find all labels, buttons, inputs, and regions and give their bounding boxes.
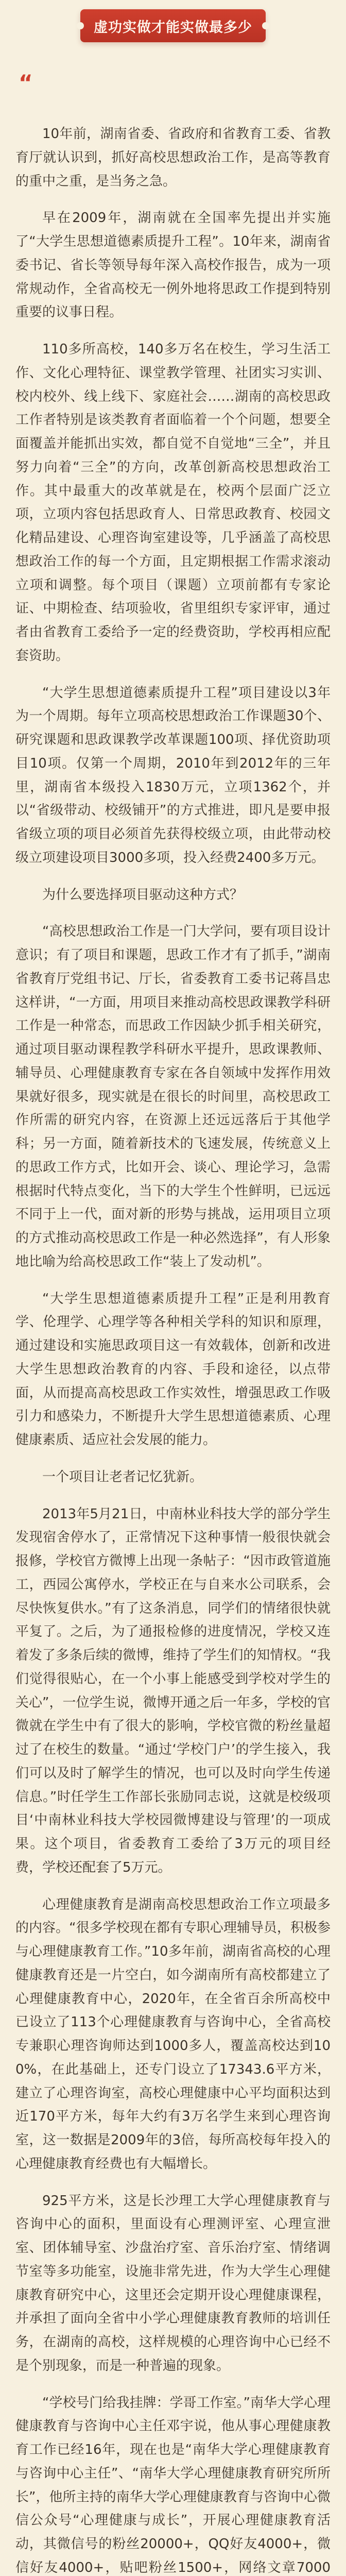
- paragraph-11: 925平方米，这是长沙理工大学心理健康教育与咨询中心的面积，里面设有心理测评室、心理宣泄室、团体辅导室、沙盘治疗室、音乐治疗室、情绪调节室等多功能室，设施非常先进，作为大学生心理健康教育研究中心，这里还会定期开设心理健康课程，并承担了面向全省中小学心理健康教育教师的培训任务，在湖南的高校，这样规模的心理咨询中心已经不是个别现象，而是一种普遍的现象。: [15, 2193, 331, 2374]
- paragraph-8: 一个项目让老者记忆犹新。: [42, 1469, 203, 1485]
- quote-mark-icon: “: [19, 70, 33, 95]
- title-wrapper: [80, 9, 266, 42]
- paragraph-2: 早在2009年，湖南就在全国率先提出并实施了“大学生思想道德素质提升工程”。10年来，湖南省委书记、省长等领导每年深入高校作报告，成为一项常规动作，全省高校无一例外地将思政工作提到特别重要的议事日程。: [15, 210, 331, 320]
- header-area: [12, 9, 334, 117]
- paragraph-6: “高校思想政治工作是一门大学问，要有项目设计意识；有了项目和课题，思政工作才有了抓手，”湖南省教育厅党组书记、厅长，省委教育工委书记蒋昌忠这样讲，“一方面，用项目来推动高校思政课教学科研工作是一种常态，而思政工作因缺少抓手相关研究，通过项目驱动课程教学科研水平提升，思政课教师、辅导员、心理健康教育专家在各自领域中发挥作用效果就好很多，现实就是在很长的时间里，高校思政工作所需的研究内容，在资源上还远远落后于其他学科；另一方面，随着新技术的飞速发展，传统意义上的思政工作方式，比如开会、谈心、理论学习，急需根据时代特点变化，当下的大学生个性鲜明，已远远不同于上一代，面对新的形势与挑战，运用项目立项的方式推动高校思政工作是一种必然选择”，有人形象地比喻为给高校思政工作“装上了发动机”。: [15, 924, 331, 1269]
- paragraph-5: 为什么要选择项目驱动这种方式？: [42, 887, 244, 903]
- paragraph-3: 110多所高校，140多万名在校生，学习生活工作、文化心理特征、课堂教学管理、社团实习实训、校内校外、线上线下、家庭社会……湖南的高校思政工作者特别是该类教育者面临着一个个问题，想要全面覆盖并能抓出实效，都自觉不自觉地“三全”，并且努力向着“三全”的方向，改革创新高校思想政治工作。其中最重大的改革就是在，校两个层面广泛立项，立项内容包括思政育人、日常思政教育、校园文化精品建设、心理咨询室建设等，几乎涵盖了高校思想政治工作的每一个方面，且定期根据工作需求滚动立项和调整。每个项目（课题）立项前都有专家论证、中期检查、结项验收，省里组织专家评审，通过者由省教育工委给予一定的经费资助，学校再相应配套资助。: [15, 342, 331, 664]
- paragraph-12: “学校号门给我挂牌：学哥工作室。”南华大学心理健康教育与咨询中心主任邓宇说，他从事心理健康教育工作已经16年，现在也是“南华大学心理健康教育与咨询中心主任”、“南华大学心理健康教育研究所所长”，他所主持的南华大学心理健康教育与咨询中心微信公众号“心理健康与成长”，开展心理健康教育活动，其微信号的粉丝20000+，QQ好友4000+，微信好友4000+，贴吧粉丝1500+，网络文章7000: [15, 2395, 331, 2575]
- article-body: [12, 123, 334, 2576]
- page-title: 虚功实做才能实做最多少: [80, 9, 266, 42]
- paragraph-7: “大学生思想道德素质提升工程”正是利用教育学、伦理学、心理学等各种相关学科的知识和原理，通过建设和实施思政项目这一有效载体，创新和改进大学生思想政治教育的内容、手段和途径，以点带面，从而提高高校思政工作实效性，增强思政工作吸引力和感染力，不断提升大学生思想道德素质、心理健康素质、适应社会发展的能力。: [15, 1291, 331, 1448]
- paragraph-1: 10年前，湖南省委、省政府和省教育工委、省教育厅就认识到，抓好高校思想政治工作，是高等教育的重中之重，是当务之急。: [15, 126, 331, 189]
- paragraph-4: “大学生思想道德素质提升工程”项目建设以3年为一个周期。每年立项高校思想政治工作课题30个、研究课题和思政课教学改革课题100项、择优资助项目10项。仅第一个周期，2010年到2012年的三年里，湖南省本级投入1830万元，立项1362个，并以“省级带动、校级铺开”的方式推进，即凡是要申报省级立项的项目必须首先获得校级立项，由此带动校级立项建设项目3000多项，投入经费2400多万元。: [15, 685, 331, 866]
- paragraph-9: 2013年5月21日，中南林业科技大学的部分学生发现宿舍停水了，正常情况下这种事情一般很快就会报修，学校官方微博上出现一条帖子：“因市政管道施工，西园公寓停水，学校正在与自来水公司联系，会尽快恢复供水。”有了这条消息，同学们的情绪很快就平复了。之后，为了通报检修的进度情况，学校又连着发了多条后续的微博，维持了学生们的知情权。“我们觉得很贴心，在一个小事上能感受到学校对学生的关心”，一位学生说，微博开通之后一年多，学校的官微就在学生中有了很大的影响，学校官微的粉丝量超过了在校生的数量。“通过‘学校门户’的学生接入，我们可以及时了解学生的情况，也可以及时向学生传递信息。”时任学生工作部长张励同志说，这就是校级项目‘中南林业科技大学校园微博建设与管理’的一项成果。这个项目，省委教育工委给了3万元的项目经费，学校还配套了5万元。: [15, 1506, 331, 1875]
- paragraph-10: 心理健康教育是湖南高校思想政治工作立项最多的内容。“很多学校现在都有专职心理辅导员，积极参与心理健康教育工作。”10多年前，湖南省高校的心理健康教育还是一片空白，如今湖南所有高校都建立了心理健康教育中心，2020年，在全省百余所高校中已设立了113个心理健康教育与咨询中心，全省高校专兼职心理咨询师达到1000多人，覆盖高校达到100%，在此基础上，还专门设立了17343.6平方米，建立了心理咨询室，高校心理健康中心平均面积达到近170平方米，每年大约有3万名学生来到心理咨询室，这一数据是2009年的3倍，每所高校每年投入的心理健康教育经费也有大幅增长。: [15, 1896, 331, 2172]
